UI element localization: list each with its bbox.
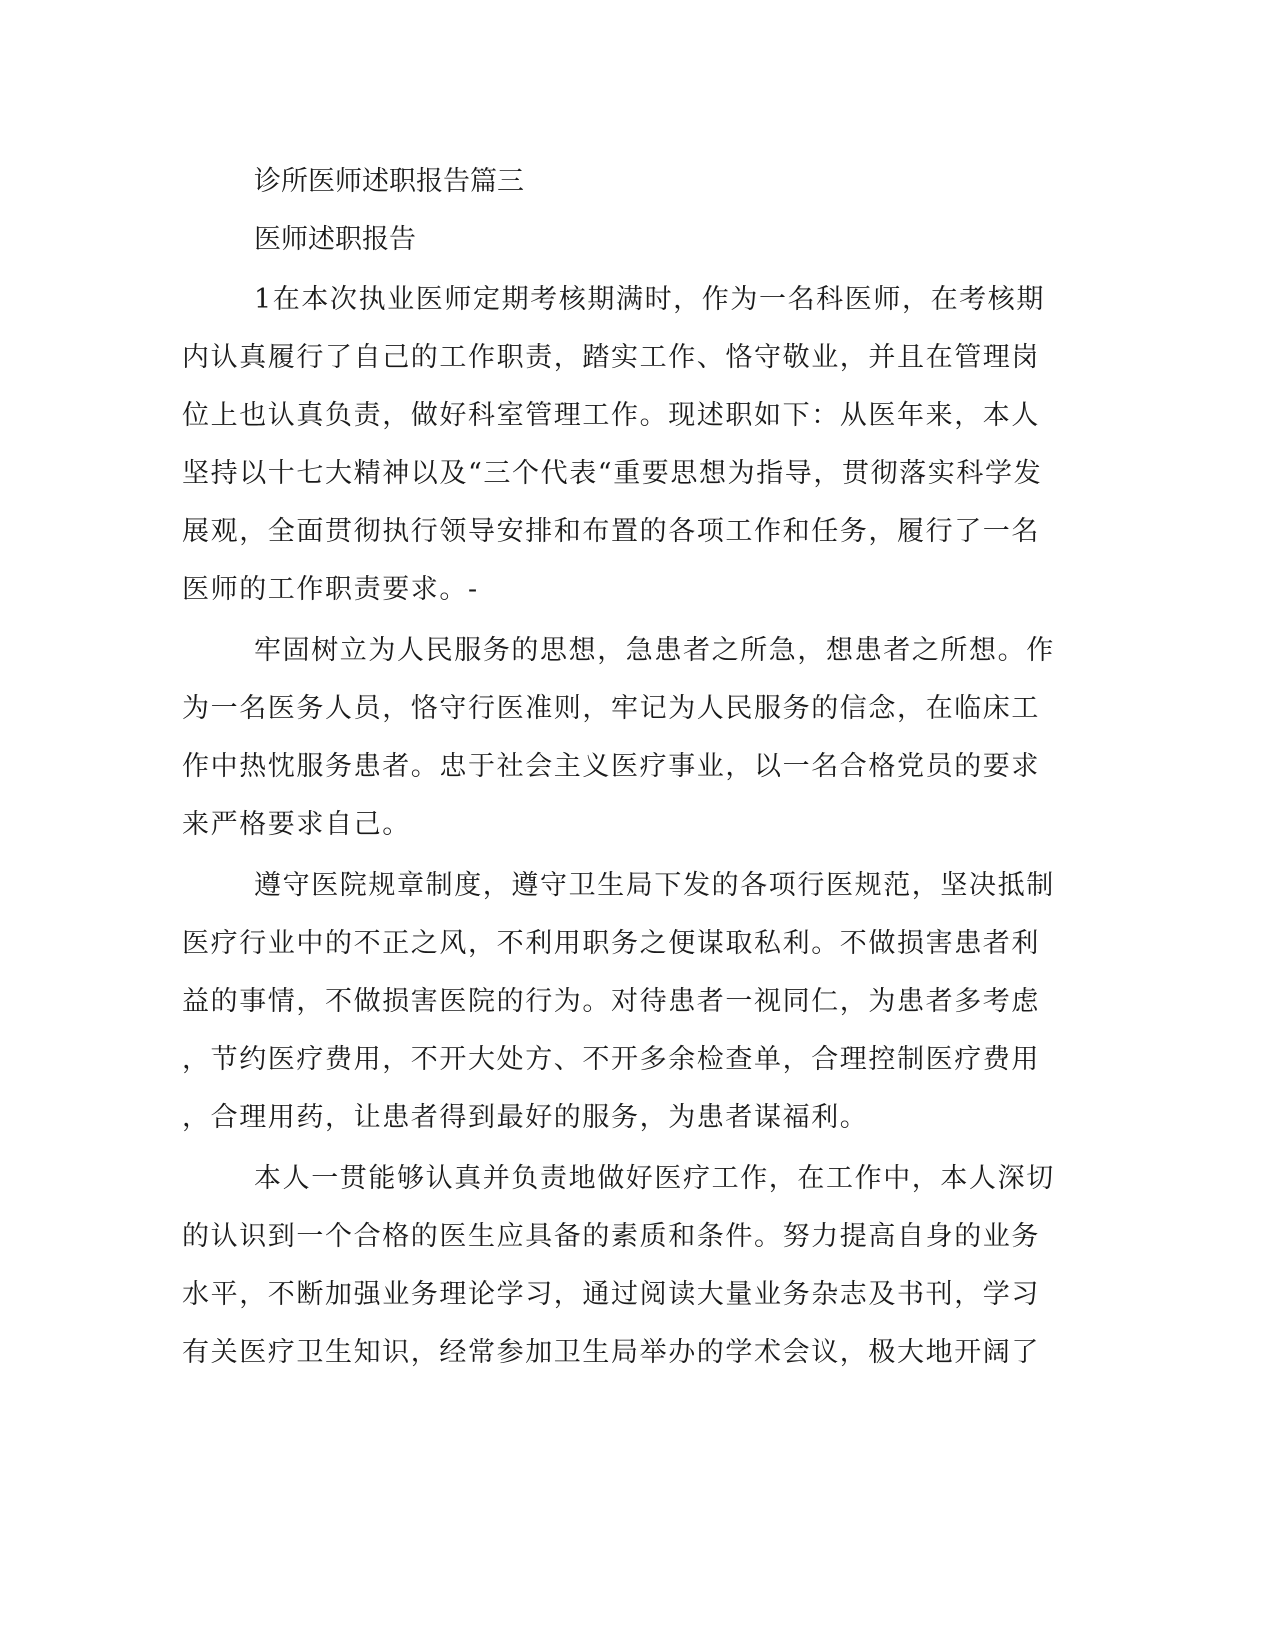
- paragraph-line: 医师的工作职责要求。-: [182, 574, 479, 605]
- paragraph-line: 水平，不断加强业务理论学习，通过阅读大量业务杂志及书刊，学习: [182, 1279, 1040, 1310]
- paragraph-line: 医疗行业中的不正之风，不利用职务之便谋取私利。不做损害患者利: [182, 928, 1040, 959]
- paragraph-line: ，合理用药，让患者得到最好的服务，为患者谋福利。: [182, 1102, 869, 1133]
- paragraph-line: 本人一贯能够认真并负责地做好医疗工作，在工作中，本人深切: [254, 1163, 1055, 1194]
- paragraph-line: ，节约医疗费用，不开大处方、不开多余检查单，合理控制医疗费用: [182, 1044, 1040, 1075]
- document-subtitle: 医师述职报告: [254, 224, 416, 255]
- paragraph-line: 遵守医院规章制度，遵守卫生局下发的各项行医规范，坚决抵制: [254, 870, 1055, 901]
- paragraph-line: 的认识到一个合格的医生应具备的素质和条件。努力提高自身的业务: [182, 1221, 1040, 1252]
- paragraph-line: 来严格要求自己。: [182, 809, 411, 840]
- paragraph-line: 位上也认真负责，做好科室管理工作。现述职如下：从医年来，本人: [182, 400, 1040, 431]
- document-title: 诊所医师述职报告篇三: [254, 166, 524, 197]
- paragraph-line: 展观，全面贯彻执行领导安排和布置的各项工作和任务，履行了一名: [182, 516, 1040, 547]
- paragraph-line: 为一名医务人员，恪守行医准则，牢记为人民服务的信念，在临床工: [182, 693, 1040, 724]
- paragraph-line: 牢固树立为人民服务的思想，急患者之所急，想患者之所想。作: [254, 635, 1055, 666]
- paragraph-line: 坚持以十七大精神以及“三个代表“重要思想为指导，贯彻落实科学发: [182, 458, 1043, 489]
- paragraph-line: 益的事情，不做损害医院的行为。对待患者一视同仁，为患者多考虑: [182, 986, 1040, 1017]
- paragraph-line: 有关医疗卫生知识，经常参加卫生局举办的学术会议，极大地开阔了: [182, 1337, 1040, 1368]
- paragraph-line: 1在本次执业医师定期考核期满时，作为一名科医师，在考核期: [254, 284, 1045, 315]
- paragraph-line: 内认真履行了自己的工作职责，踏实工作、恪守敬业，并且在管理岗: [182, 342, 1040, 373]
- paragraph-line: 作中热忱服务患者。忠于社会主义医疗事业，以一名合格党员的要求: [182, 751, 1040, 782]
